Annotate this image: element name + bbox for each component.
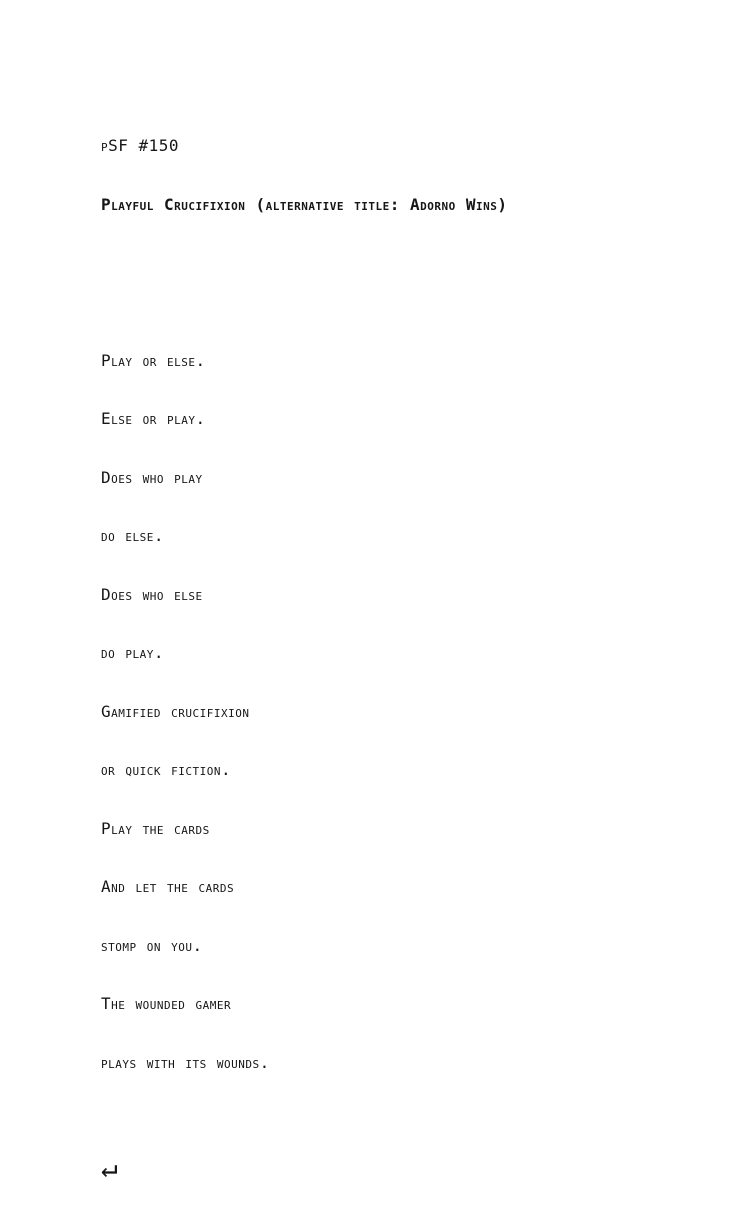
return-arrow-icon: ↵ — [101, 1151, 118, 1184]
poem-title: Playful Crucifixion (alternative title: Adorno Wins) — [101, 194, 508, 214]
poem-line: stomp on you. — [101, 935, 203, 955]
poem-line: plays with its wounds. — [101, 1052, 270, 1072]
poem-line: And let the cards — [101, 877, 235, 896]
poem-line: Play or else. — [101, 350, 206, 370]
poem-document — [101, 97, 508, 1220]
poem-line: do else. — [101, 526, 165, 545]
poem-line: or quick fiction. — [101, 760, 232, 779]
poem-line: Does who else — [101, 584, 203, 604]
poem-line: Does who play — [101, 467, 203, 487]
poem-line: Gamified crucifixion — [101, 701, 250, 721]
poem-line: Play the cards — [101, 818, 210, 838]
poem-line: do play. — [101, 643, 165, 662]
blank-line — [101, 253, 508, 273]
poem-body — [101, 312, 508, 1112]
poem-number: pSF #150 — [101, 136, 180, 155]
poem-line: Else or play. — [101, 409, 206, 428]
poem-line: The wounded gamer — [101, 994, 232, 1013]
